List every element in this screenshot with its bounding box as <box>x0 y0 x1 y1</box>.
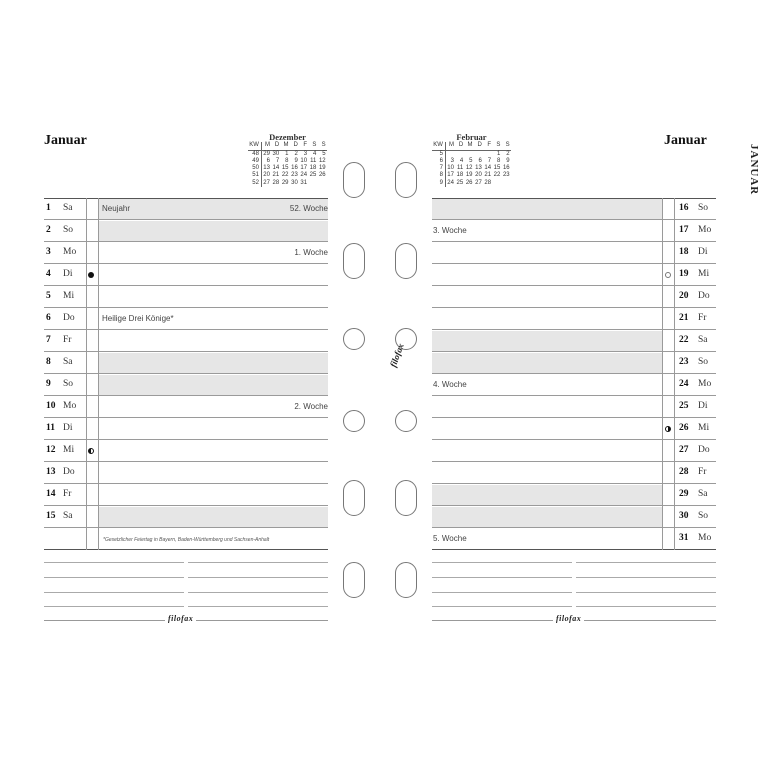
day-number: 31 <box>679 533 689 543</box>
mini-calendar-day: 26 <box>318 172 326 179</box>
week-label: 5. Woche <box>433 534 467 543</box>
left-month-title: Januar <box>44 133 87 148</box>
day-number: 30 <box>679 511 689 521</box>
mini-calendar-day: 7 <box>487 157 492 164</box>
day-number: 26 <box>679 423 689 433</box>
weekday-name: Sa <box>698 489 708 499</box>
note-line[interactable] <box>44 592 184 593</box>
mini-calendar-day: 21 <box>272 172 280 179</box>
note-line[interactable] <box>44 606 184 607</box>
mini-calendar-day: 28 <box>484 179 492 186</box>
mini-calendar-day: 10 <box>300 157 308 164</box>
mini-calendar-week <box>248 180 327 187</box>
note-line[interactable] <box>44 562 184 563</box>
mini-calendar-day: 14 <box>272 165 280 172</box>
day-number: 9 <box>46 379 51 389</box>
mini-calendar-week <box>432 150 511 158</box>
week-label: 1. Woche <box>294 248 328 257</box>
note-line[interactable] <box>432 592 572 593</box>
day-number: 2 <box>46 225 51 235</box>
mini-calendar-day: 29 <box>281 179 289 186</box>
mini-calendar-day: 16 <box>291 165 298 172</box>
note-line[interactable] <box>188 562 328 563</box>
note-line[interactable] <box>432 577 572 578</box>
mini-calendar-day: 30 <box>272 150 280 157</box>
mini-calendar-december <box>248 134 327 187</box>
mini-calendar-february <box>432 134 511 187</box>
day-number: 11 <box>46 423 55 433</box>
binder-hole <box>395 480 417 516</box>
weekday-label: F <box>299 142 308 150</box>
mini-calendar-week <box>432 165 511 172</box>
mini-calendar-grid <box>432 142 511 187</box>
week-number: 8 <box>432 172 445 179</box>
mini-calendar-day: 2 <box>506 150 510 157</box>
day-number: 29 <box>679 489 689 499</box>
week-number: 50 <box>248 165 261 172</box>
day-number: 17 <box>679 225 689 235</box>
mini-calendar-week <box>248 150 327 158</box>
mini-calendar-day: 21 <box>484 172 492 179</box>
month-side-tab[interactable]: JANUAR <box>748 144 760 196</box>
weekday-name: Fr <box>63 335 72 345</box>
mini-calendar-day: 24 <box>447 179 454 186</box>
weekday-name: Di <box>698 401 708 411</box>
binder-hole <box>395 162 417 198</box>
right-month-title: Januar <box>664 133 707 148</box>
weekday-name: Di <box>698 247 708 257</box>
binder-hole <box>395 410 417 432</box>
mini-calendar-day: 8 <box>285 157 289 164</box>
mini-calendar-day: 27 <box>263 179 270 186</box>
weekday-name: Do <box>63 467 75 477</box>
week-label: 52. Woche <box>289 204 328 213</box>
mini-calendar-day <box>308 180 317 187</box>
mini-calendar-day <box>502 180 511 187</box>
mini-calendar-day: 18 <box>309 165 317 172</box>
weekday-name: Sa <box>63 203 73 213</box>
mini-calendar-day: 28 <box>272 179 280 186</box>
day-number: 23 <box>679 357 689 367</box>
mini-calendar-day: 12 <box>318 157 326 164</box>
weekday-label: S <box>492 142 501 150</box>
mini-calendar-day: 29 <box>263 150 270 157</box>
weekday-name: Fr <box>698 313 707 323</box>
weekday-label: S <box>502 142 511 150</box>
weekday-label: D <box>455 142 464 150</box>
weekday-name: Di <box>63 269 73 279</box>
mini-calendar-day: 17 <box>300 165 308 172</box>
mini-calendar-day: 5 <box>469 157 473 164</box>
mini-calendar-day: 20 <box>263 172 270 179</box>
mini-calendar-day: 11 <box>310 157 317 164</box>
week-number: 51 <box>248 172 261 179</box>
weekday-name: Mi <box>63 445 75 455</box>
weekday-name: So <box>63 379 74 389</box>
day-number: 4 <box>46 269 51 279</box>
day-number: 10 <box>46 401 56 411</box>
weekday-name: So <box>698 357 709 367</box>
day-number: 7 <box>46 335 51 345</box>
column-divider <box>98 198 99 550</box>
binder-hole <box>395 562 417 598</box>
mini-calendar-day: 25 <box>456 179 464 186</box>
mini-calendar-day: 20 <box>475 172 482 179</box>
note-line[interactable] <box>188 577 328 578</box>
day-number: 24 <box>679 379 689 389</box>
weekday-label: D <box>271 142 280 150</box>
mini-calendar-day: 8 <box>497 157 501 164</box>
binder-hole <box>343 480 365 516</box>
day-number: 13 <box>46 467 56 477</box>
day-number: 25 <box>679 401 689 411</box>
note-line[interactable] <box>576 592 716 593</box>
mini-calendar-week <box>248 172 327 179</box>
day-number: 22 <box>679 335 689 345</box>
mini-calendar-day: 4 <box>313 150 317 157</box>
mini-calendar-header <box>432 142 511 150</box>
weekday-name: Mo <box>698 379 712 389</box>
mini-calendar-day: 19 <box>318 165 326 172</box>
binder-hole <box>395 243 417 279</box>
mini-calendar-day: 1 <box>497 150 501 157</box>
mini-calendar-day: 6 <box>478 157 482 164</box>
mini-calendar-day: 23 <box>291 172 298 179</box>
note-line[interactable] <box>44 577 184 578</box>
day-number: 20 <box>679 291 689 301</box>
mini-calendar-day <box>465 150 474 158</box>
mini-calendar-day: 17 <box>447 172 454 179</box>
holiday-label: Heilige Drei Könige* <box>102 314 174 323</box>
weekday-name: Do <box>698 445 710 455</box>
mini-calendar-day: 2 <box>294 150 298 157</box>
weekday-name: Sa <box>698 335 708 345</box>
weekday-label: S <box>308 142 317 150</box>
mini-calendar-title: Februar <box>456 132 487 142</box>
week-number: 7 <box>432 165 445 172</box>
day-number: 12 <box>46 445 56 455</box>
mini-calendar-day: 7 <box>275 157 280 164</box>
weekday-label: D <box>290 142 299 150</box>
mini-calendar-day: 16 <box>502 165 510 172</box>
weekday-name: So <box>63 225 74 235</box>
weekday-label: KW <box>248 142 261 150</box>
week-label: 4. Woche <box>433 380 467 389</box>
weekday-name: Do <box>698 291 710 301</box>
mini-calendar-day: 14 <box>484 165 492 172</box>
holiday-label: Neujahr <box>102 204 131 213</box>
mini-calendar-day: 15 <box>281 165 289 172</box>
week-label: 2. Woche <box>294 402 328 411</box>
moon-phase-icon <box>665 426 671 432</box>
mini-calendar-header <box>248 142 327 150</box>
moon-phase-icon <box>88 448 94 454</box>
mini-calendar-day: 10 <box>447 165 454 172</box>
mini-calendar-day <box>455 150 464 158</box>
day-number: 3 <box>46 247 51 257</box>
day-number: 16 <box>679 203 689 213</box>
mini-calendar-day: 25 <box>309 172 317 179</box>
weekday-name: Mo <box>698 533 712 543</box>
weekday-name: Do <box>63 313 75 323</box>
week-number: 5 <box>432 150 445 158</box>
weekday-label: D <box>474 142 483 150</box>
note-line[interactable] <box>432 562 572 563</box>
weekday-label: M <box>445 142 455 150</box>
binder-hole <box>343 328 365 350</box>
mini-calendar-week <box>248 165 327 172</box>
mini-calendar-week <box>432 180 511 187</box>
mini-calendar-week <box>432 158 511 165</box>
week-number: 9 <box>432 180 445 187</box>
day-number: 19 <box>679 269 689 279</box>
mini-calendar-day <box>483 150 492 158</box>
day-number: 8 <box>46 357 51 367</box>
mini-calendar-grid <box>248 142 327 187</box>
weekday-label: S <box>318 142 327 150</box>
mini-calendar-day: 31 <box>300 179 308 186</box>
day-number: 28 <box>679 467 689 477</box>
weekday-name: So <box>698 511 709 521</box>
weekday-name: Fr <box>698 467 707 477</box>
mini-calendar-day: 12 <box>465 165 473 172</box>
mini-calendar-day: 9 <box>506 157 510 164</box>
mini-calendar-day <box>492 180 501 187</box>
weekday-name: Mo <box>698 225 712 235</box>
mini-calendar-day: 13 <box>263 165 270 172</box>
note-line[interactable] <box>432 606 572 607</box>
mini-calendar-day: 9 <box>294 157 298 164</box>
weekday-name: Fr <box>63 489 72 499</box>
day-number: 5 <box>46 291 51 301</box>
weekday-label: KW <box>432 142 445 150</box>
holiday-footnote: *Gesetzlicher Feiertag in Bayern, Baden-Württemberg und Sachsen-Anhalt <box>103 537 270 543</box>
mini-calendar-day <box>474 150 483 158</box>
weekday-label: M <box>465 142 474 150</box>
mini-calendar-day: 3 <box>450 157 454 164</box>
day-number: 18 <box>679 247 689 257</box>
day-number: 6 <box>46 313 51 323</box>
weekday-name: Di <box>63 423 73 433</box>
mini-calendar-day: 13 <box>475 165 482 172</box>
moon-phase-icon <box>665 272 671 278</box>
binder-hole <box>343 162 365 198</box>
weekday-label: F <box>483 142 492 150</box>
weekday-name: Mo <box>63 401 77 411</box>
brand-logo-left: filofax <box>165 614 196 623</box>
mini-calendar-day: 1 <box>285 150 289 157</box>
mini-calendar-day <box>318 180 327 187</box>
weekday-name: Mo <box>63 247 77 257</box>
mini-calendar-day <box>445 150 455 158</box>
week-number: 49 <box>248 158 261 165</box>
note-line[interactable] <box>188 606 328 607</box>
mini-calendar-week <box>248 158 327 165</box>
mini-calendar-day: 22 <box>493 172 501 179</box>
week-number: 52 <box>248 180 261 187</box>
note-line[interactable] <box>188 592 328 593</box>
mini-calendar-day: 5 <box>322 150 326 157</box>
mini-calendar-day: 23 <box>502 172 510 179</box>
note-line[interactable] <box>576 577 716 578</box>
mini-calendar-day: 3 <box>303 150 308 157</box>
weekday-label: M <box>281 142 290 150</box>
column-divider <box>86 198 87 550</box>
week-label: 3. Woche <box>433 226 467 235</box>
mini-calendar-day: 6 <box>266 157 270 164</box>
weekday-name: Mi <box>63 291 75 301</box>
binder-hole <box>343 410 365 432</box>
note-line[interactable] <box>576 606 716 607</box>
column-divider <box>662 198 663 550</box>
brand-logo-vertical: filofax <box>388 341 406 369</box>
mini-calendar-week <box>432 172 511 179</box>
week-number: 48 <box>248 150 261 158</box>
day-number: 14 <box>46 489 56 499</box>
mini-calendar-day: 11 <box>457 165 464 172</box>
weekday-name: So <box>698 203 709 213</box>
brand-logo-right: filofax <box>553 614 584 623</box>
mini-calendar-day: 30 <box>291 179 298 186</box>
mini-calendar-day: 22 <box>281 172 289 179</box>
day-number: 1 <box>46 203 51 213</box>
weekday-name: Sa <box>63 357 73 367</box>
weekday-name: Mi <box>698 423 710 433</box>
mini-calendar-day: 15 <box>493 165 501 172</box>
mini-calendar-title: Dezember <box>269 132 306 142</box>
note-line[interactable] <box>576 562 716 563</box>
weekday-name: Sa <box>63 511 73 521</box>
moon-phase-icon <box>88 272 94 278</box>
binder-hole <box>343 243 365 279</box>
week-number: 6 <box>432 158 445 165</box>
weekday-name: Mi <box>698 269 710 279</box>
binder-hole <box>343 562 365 598</box>
weekday-label: M <box>261 142 271 150</box>
mini-calendar-day: 26 <box>465 179 473 186</box>
day-number: 27 <box>679 445 689 455</box>
mini-calendar-day: 4 <box>459 157 464 164</box>
mini-calendar-day: 19 <box>465 172 473 179</box>
mini-calendar-day: 24 <box>300 172 308 179</box>
column-divider <box>674 198 675 550</box>
day-number: 21 <box>679 313 689 323</box>
day-number: 15 <box>46 511 56 521</box>
mini-calendar-day: 27 <box>475 179 482 186</box>
mini-calendar-day: 18 <box>456 172 464 179</box>
